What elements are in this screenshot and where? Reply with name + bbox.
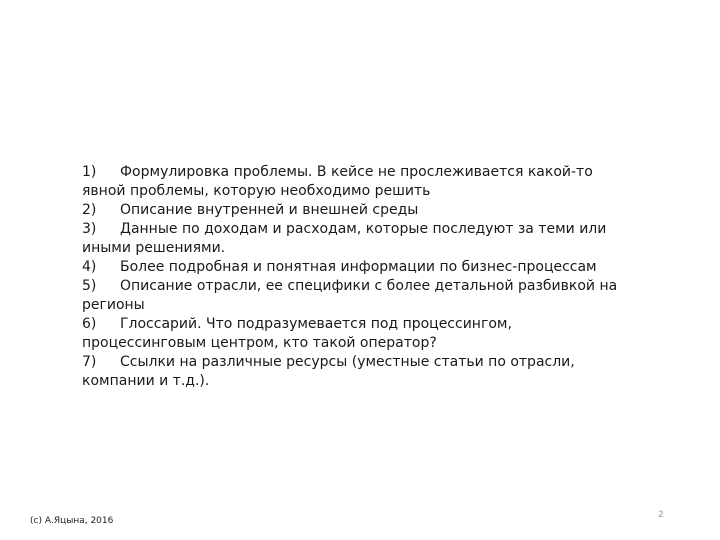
list-item xyxy=(82,353,627,391)
copyright-footer: (c) А.Яцына, 2016 xyxy=(30,516,114,526)
item-text: Глоссарий. Что подразумевается под процессингом, процессинговым центром, кто такой оператор? xyxy=(82,316,512,351)
item-text: Более подробная и понятная информации по бизнес-процессам xyxy=(120,259,597,275)
item-number: 1) xyxy=(82,164,97,180)
item-text: Формулировка проблемы. В кейсе не прослеживается какой-то явной проблемы, которую необходимо решить xyxy=(82,164,593,199)
item-number: 7) xyxy=(82,354,97,370)
item-number: 4) xyxy=(82,259,97,275)
list-item xyxy=(82,277,627,315)
item-text: Ссылки на различные ресурсы (уместные статьи по отрасли, компании и т.д.). xyxy=(82,354,575,389)
item-number: 6) xyxy=(82,316,97,332)
list-item xyxy=(82,315,627,353)
list-item xyxy=(82,258,627,277)
item-number: 5) xyxy=(82,278,97,294)
item-text: Описание отрасли, ее специфики с более детальной разбивкой на регионы xyxy=(82,278,618,313)
feedback-list xyxy=(82,163,627,391)
item-number: 3) xyxy=(82,221,97,237)
item-text: Описание внутренней и внешней среды xyxy=(120,202,419,218)
item-text: Данные по доходам и расходам, которые последуют за теми или иными решениями. xyxy=(82,221,607,256)
list-item xyxy=(82,163,627,201)
list-item xyxy=(82,201,627,220)
list-item xyxy=(82,220,627,258)
page-number: 2 xyxy=(658,510,664,520)
item-number: 2) xyxy=(82,202,97,218)
